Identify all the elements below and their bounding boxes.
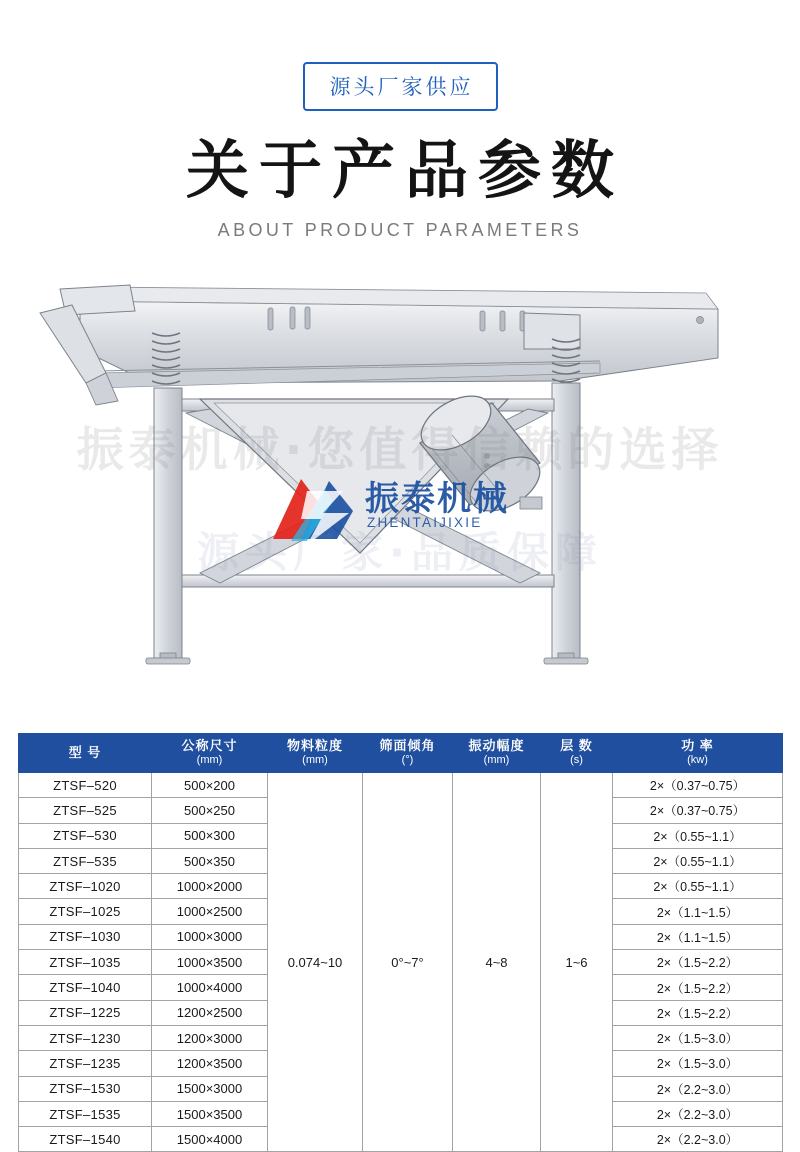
cell-power: 2×（0.37~0.75） <box>613 798 783 823</box>
cell-model: ZTSF–1025 <box>19 899 152 924</box>
page-title: 关于产品参数 <box>186 134 624 207</box>
col-header-incline <box>363 734 453 773</box>
cell-size: 1000×4000 <box>152 975 268 1000</box>
watermark-line2: 源头厂家·品质保障 <box>197 528 603 577</box>
cell-power: 2×（1.5~3.0） <box>613 1025 783 1050</box>
linear-vibrating-screen-drawing <box>0 253 800 673</box>
cell-size: 1500×3500 <box>152 1101 268 1126</box>
col-header-size-label: 公称尺寸 <box>181 738 238 753</box>
cell-size: 1000×2500 <box>152 899 268 924</box>
col-header-power-unit: (kw) <box>687 754 708 767</box>
cell-power: 2×（0.55~1.1） <box>613 823 783 848</box>
cell-power: 2×（0.37~0.75） <box>613 773 783 798</box>
cell-particle-size: 0.074~10 <box>268 773 363 1152</box>
table-row <box>19 773 783 798</box>
col-header-particle-label: 物料粒度 <box>286 738 343 753</box>
page-subtitle: ABOUT PRODUCT PARAMETERS <box>217 220 583 241</box>
cell-incline: 0°~7° <box>363 773 453 1152</box>
col-header-model-label: 型 号 <box>68 744 102 760</box>
cell-size: 500×300 <box>152 823 268 848</box>
logo-sub-text: ZHENTAIJIXIE <box>367 515 483 531</box>
cell-size: 1200×2500 <box>152 1000 268 1025</box>
col-header-size <box>152 734 268 773</box>
col-header-amplitude <box>453 734 541 773</box>
cell-size: 500×350 <box>152 848 268 873</box>
cell-amplitude: 4~8 <box>453 773 541 1152</box>
cell-model: ZTSF–1530 <box>19 1076 152 1101</box>
cell-size: 1500×3000 <box>152 1076 268 1101</box>
cell-size: 500×200 <box>152 773 268 798</box>
cell-model: ZTSF–1020 <box>19 874 152 899</box>
cell-model: ZTSF–1040 <box>19 975 152 1000</box>
cell-power: 2×（1.1~1.5） <box>613 924 783 949</box>
cell-model: ZTSF–525 <box>19 798 152 823</box>
cell-power: 2×（1.5~2.2） <box>613 975 783 1000</box>
col-header-amplitude-unit: (mm) <box>483 754 510 767</box>
cell-model: ZTSF–1035 <box>19 950 152 975</box>
col-header-particle <box>268 734 363 773</box>
cell-power: 2×（1.5~3.0） <box>613 1051 783 1076</box>
cell-size: 1000×2000 <box>152 874 268 899</box>
col-header-model <box>19 734 152 773</box>
col-header-power-label: 功 率 <box>681 738 714 753</box>
supply-badge: 源头厂家供应 <box>303 62 498 111</box>
cell-model: ZTSF–1535 <box>19 1101 152 1126</box>
cell-power: 2×（1.1~1.5） <box>613 899 783 924</box>
cell-model: ZTSF–1225 <box>19 1000 152 1025</box>
col-header-incline-label: 筛面倾角 <box>379 738 436 753</box>
cell-model: ZTSF–1230 <box>19 1025 152 1050</box>
cell-power: 2×（2.2~3.0） <box>613 1076 783 1101</box>
table-header-row <box>19 734 783 773</box>
cell-model: ZTSF–530 <box>19 823 152 848</box>
table-body <box>19 773 783 1152</box>
cell-size: 500×250 <box>152 798 268 823</box>
cell-power: 2×（0.55~1.1） <box>613 848 783 873</box>
col-header-size-unit: (mm) <box>196 754 223 767</box>
cell-layers: 1~6 <box>541 773 613 1152</box>
col-header-layers-label: 层 数 <box>560 738 593 753</box>
cell-model: ZTSF–535 <box>19 848 152 873</box>
cell-size: 1200×3000 <box>152 1025 268 1050</box>
cell-model: ZTSF–1540 <box>19 1127 152 1152</box>
col-header-particle-unit: (mm) <box>302 754 328 767</box>
spec-table-wrap <box>18 733 782 1152</box>
col-header-amplitude-label: 振动幅度 <box>468 738 525 753</box>
specification-table <box>18 733 783 1152</box>
col-header-layers <box>541 734 613 773</box>
cell-model: ZTSF–520 <box>19 773 152 798</box>
cell-power: 2×（2.2~3.0） <box>613 1101 783 1126</box>
cell-power: 2×（0.55~1.1） <box>613 874 783 899</box>
cell-model: ZTSF–1030 <box>19 924 152 949</box>
logo-brand-text: 振泰机械 <box>365 479 509 520</box>
cell-power: 2×（1.5~2.2） <box>613 950 783 975</box>
col-header-power <box>613 734 783 773</box>
cell-model: ZTSF–1235 <box>19 1051 152 1076</box>
col-header-layers-unit: (s) <box>570 754 583 767</box>
machine-illustration <box>0 253 800 673</box>
cell-power: 2×（1.5~2.2） <box>613 1000 783 1025</box>
cell-power: 2×（2.2~3.0） <box>613 1127 783 1152</box>
cell-size: 1200×3500 <box>152 1051 268 1076</box>
page-header <box>0 0 800 241</box>
cell-size: 1500×4000 <box>152 1127 268 1152</box>
col-header-incline-unit: (°) <box>401 754 414 767</box>
cell-size: 1000×3500 <box>152 950 268 975</box>
cell-size: 1000×3000 <box>152 924 268 949</box>
